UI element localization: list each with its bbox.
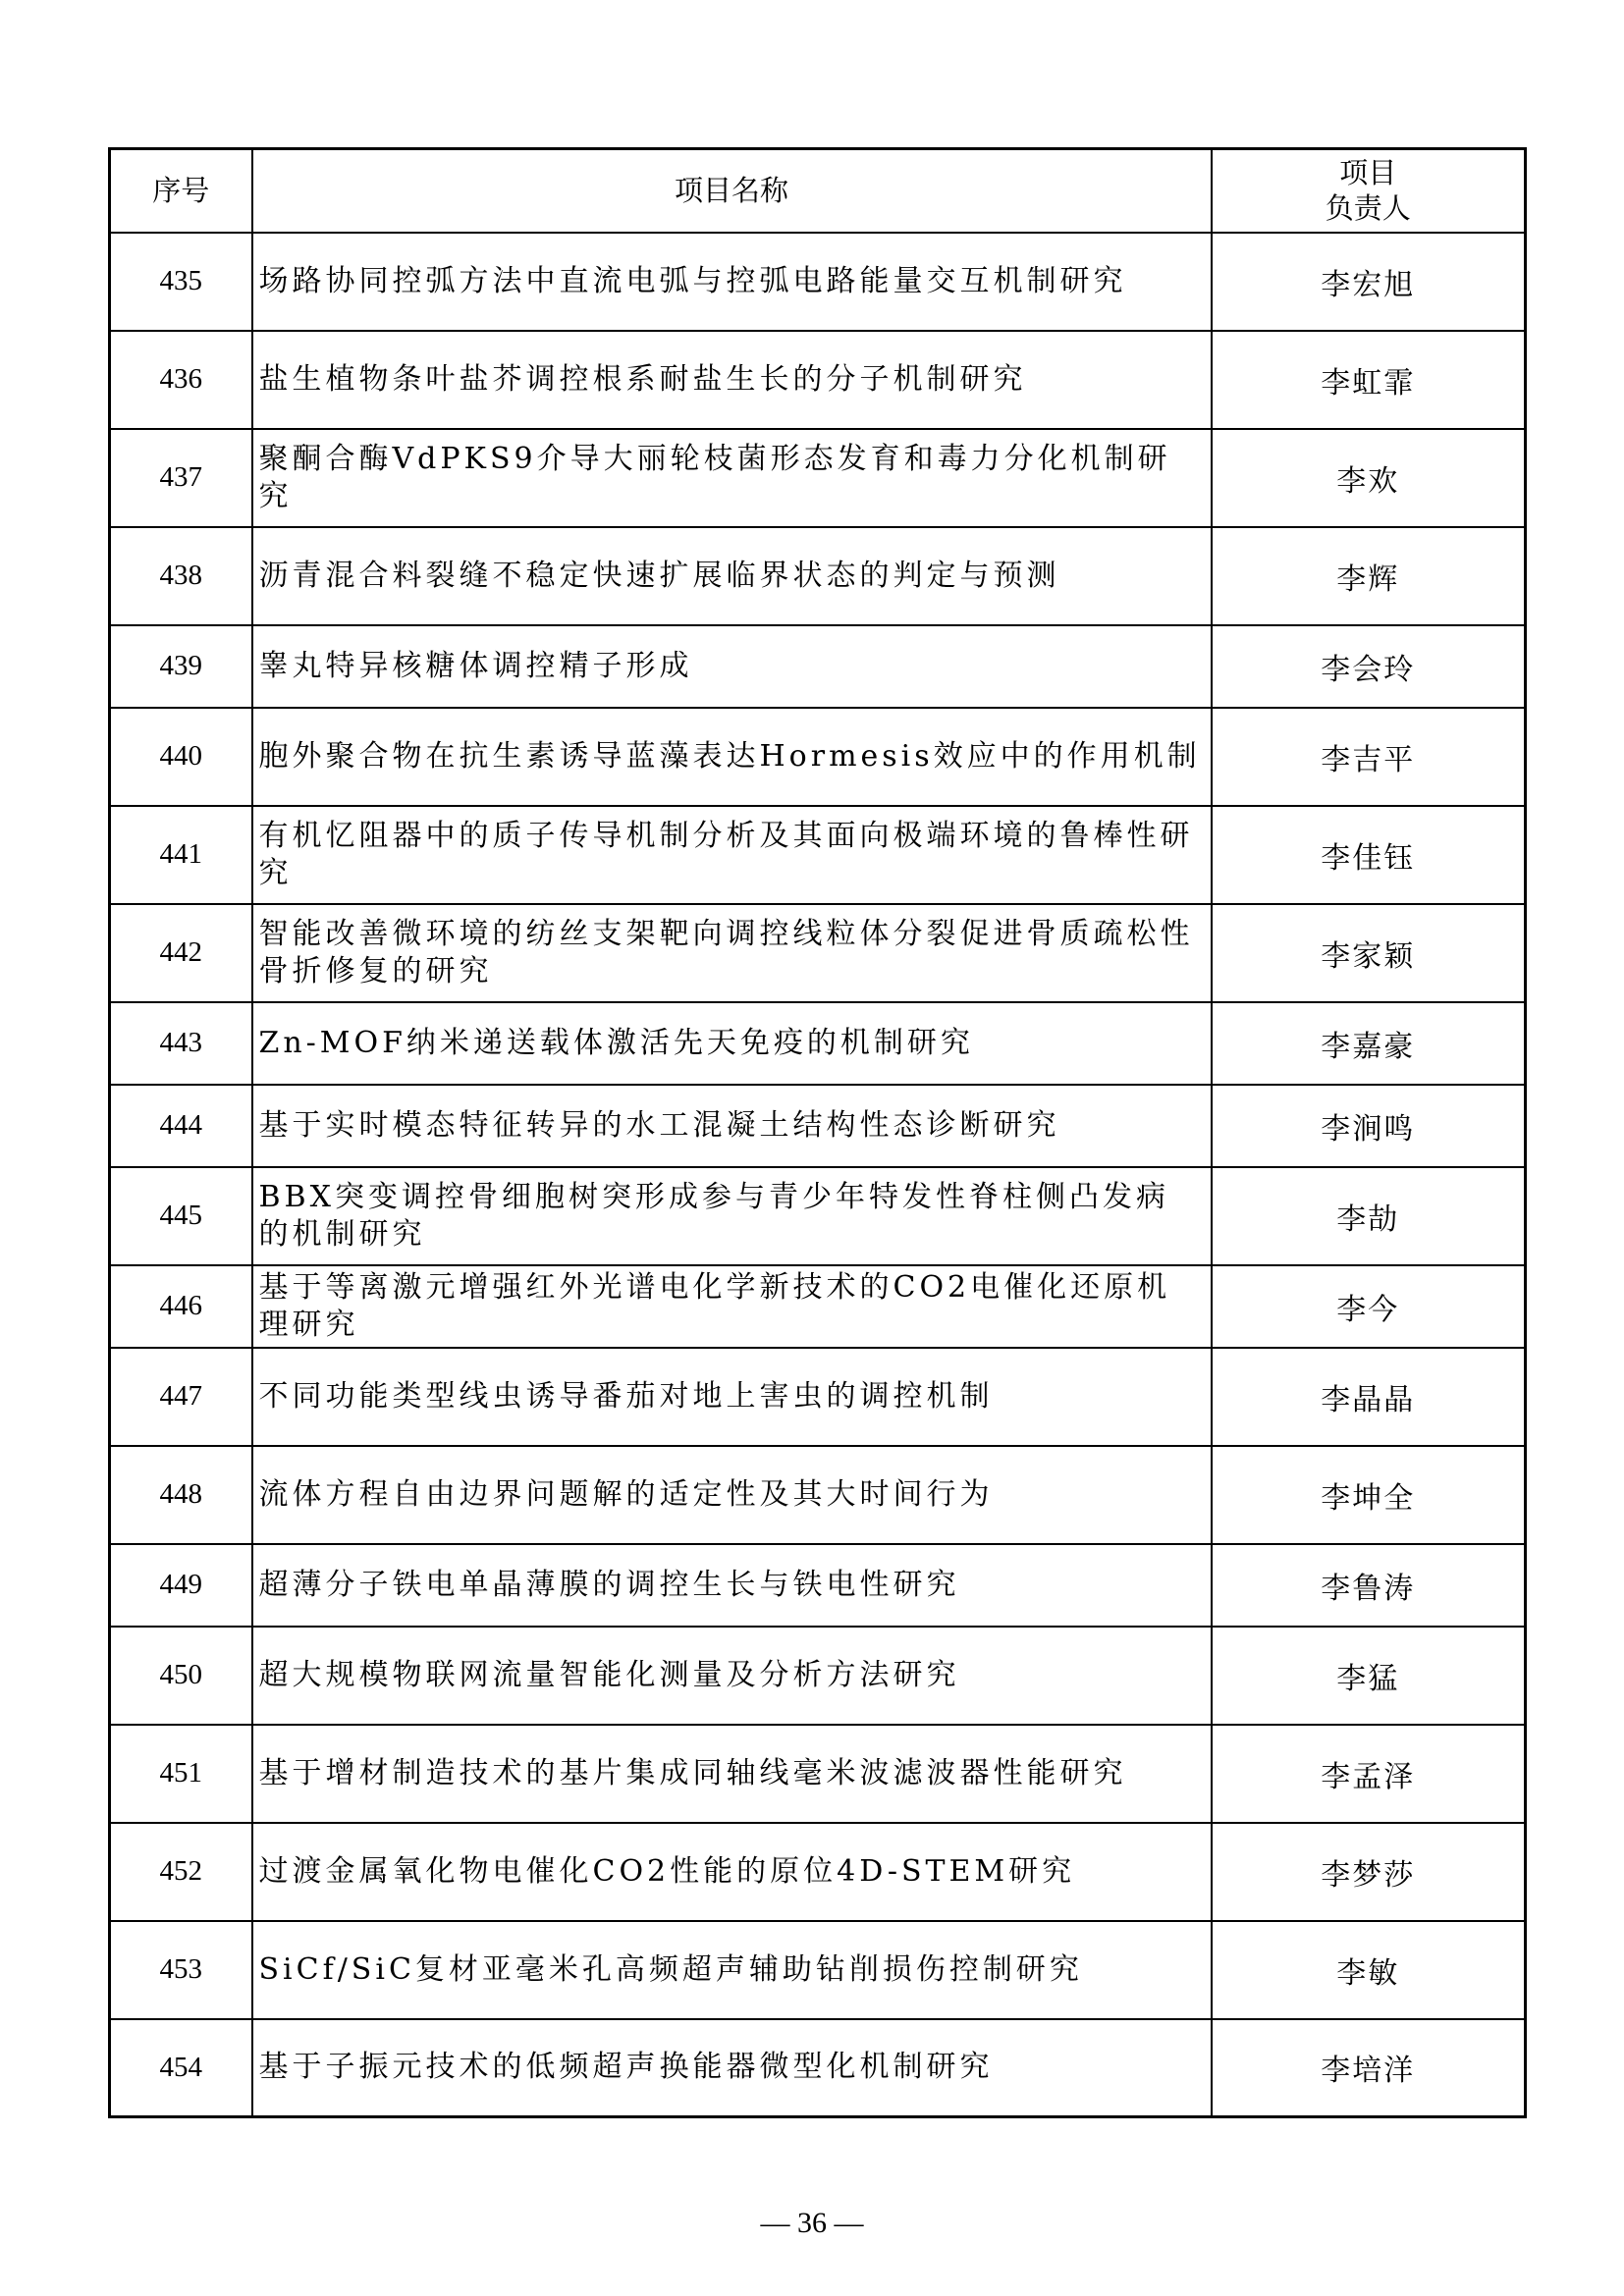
- project-leader: 李坤全: [1212, 1446, 1526, 1544]
- table-row: [110, 1544, 1526, 1627]
- row-number: 446: [110, 1265, 252, 1348]
- project-leader: 李嘉豪: [1212, 1002, 1526, 1085]
- table-row: [110, 1085, 1526, 1167]
- table-row: [110, 233, 1526, 331]
- table-row: [110, 1627, 1526, 1725]
- row-number: 453: [110, 1921, 252, 2019]
- project-leader: 李晶晶: [1212, 1348, 1526, 1446]
- table-row: [110, 429, 1526, 527]
- project-leader: 李欢: [1212, 429, 1526, 527]
- row-number: 441: [110, 806, 252, 904]
- row-number: 451: [110, 1725, 252, 1823]
- page-number: — 36 —: [760, 2207, 864, 2239]
- project-name: 基于实时模态特征转异的水工混凝土结构性态诊断研究: [252, 1085, 1212, 1167]
- project-leader: 李今: [1212, 1265, 1526, 1348]
- table-row: [110, 625, 1526, 708]
- project-leader: 李虹霏: [1212, 331, 1526, 429]
- table-row: [110, 1002, 1526, 1085]
- table-row: [110, 1446, 1526, 1544]
- project-leader: 李涧鸣: [1212, 1085, 1526, 1167]
- project-name: 超大规模物联网流量智能化测量及分析方法研究: [252, 1627, 1212, 1725]
- project-leader: 李猛: [1212, 1627, 1526, 1725]
- project-leader: 李孟泽: [1212, 1725, 1526, 1823]
- header-no: 序号: [110, 149, 252, 233]
- header-name: 项目名称: [252, 149, 1212, 233]
- row-number: 436: [110, 331, 252, 429]
- project-table: [108, 147, 1527, 2118]
- row-number: 438: [110, 527, 252, 625]
- table-row: [110, 2019, 1526, 2117]
- table-row: [110, 331, 1526, 429]
- row-number: 440: [110, 708, 252, 806]
- table-row: [110, 1167, 1526, 1265]
- row-number: 452: [110, 1823, 252, 1921]
- table-row: [110, 1265, 1526, 1348]
- table-row: [110, 527, 1526, 625]
- project-name: 沥青混合料裂缝不稳定快速扩展临界状态的判定与预测: [252, 527, 1212, 625]
- project-leader: 李辉: [1212, 527, 1526, 625]
- project-leader: 李家颖: [1212, 904, 1526, 1002]
- row-number: 448: [110, 1446, 252, 1544]
- project-leader: 李梦莎: [1212, 1823, 1526, 1921]
- table-body: [110, 233, 1526, 2117]
- table-header-row: [110, 149, 1526, 233]
- table-row: [110, 1725, 1526, 1823]
- header-leader-line2: 负责人: [1325, 191, 1411, 226]
- project-name: 场路协同控弧方法中直流电弧与控弧电路能量交互机制研究: [252, 233, 1212, 331]
- project-name: 胞外聚合物在抗生素诱导蓝藻表达Hormesis效应中的作用机制: [252, 708, 1212, 806]
- row-number: 444: [110, 1085, 252, 1167]
- project-name: 超薄分子铁电单晶薄膜的调控生长与铁电性研究: [252, 1544, 1212, 1627]
- project-name: 过渡金属氧化物电催化CO2性能的原位4D-STEM研究: [252, 1823, 1212, 1921]
- table-row: [110, 1921, 1526, 2019]
- table-row: [110, 1348, 1526, 1446]
- header-leader: [1212, 149, 1526, 233]
- project-name: BBX突变调控骨细胞树突形成参与青少年特发性脊柱侧凸发病的机制研究: [252, 1167, 1212, 1265]
- row-number: 442: [110, 904, 252, 1002]
- row-number: 437: [110, 429, 252, 527]
- project-leader: 李吉平: [1212, 708, 1526, 806]
- project-leader: 李敏: [1212, 1921, 1526, 2019]
- row-number: 450: [110, 1627, 252, 1725]
- row-number: 447: [110, 1348, 252, 1446]
- project-leader: 李宏旭: [1212, 233, 1526, 331]
- row-number: 435: [110, 233, 252, 331]
- project-name: 基于增材制造技术的基片集成同轴线毫米波滤波器性能研究: [252, 1725, 1212, 1823]
- project-leader: 李佳钰: [1212, 806, 1526, 904]
- project-leader: 李会玲: [1212, 625, 1526, 708]
- project-name: 基于等离激元增强红外光谱电化学新技术的CO2电催化还原机理研究: [252, 1265, 1212, 1348]
- row-number: 445: [110, 1167, 252, 1265]
- project-name: 聚酮合酶VdPKS9介导大丽轮枝菌形态发育和毒力分化机制研究: [252, 429, 1212, 527]
- project-name: 基于子振元技术的低频超声换能器微型化机制研究: [252, 2019, 1212, 2117]
- project-name: 有机忆阻器中的质子传导机制分析及其面向极端环境的鲁棒性研究: [252, 806, 1212, 904]
- project-name: SiCf/SiC复材亚毫米孔高频超声辅助钻削损伤控制研究: [252, 1921, 1212, 2019]
- table-row: [110, 708, 1526, 806]
- table-row: [110, 1823, 1526, 1921]
- header-leader-line1: 项目: [1339, 156, 1397, 190]
- project-leader: 李劼: [1212, 1167, 1526, 1265]
- project-name: 智能改善微环境的纺丝支架靶向调控线粒体分裂促进骨质疏松性骨折修复的研究: [252, 904, 1212, 1002]
- project-name: 不同功能类型线虫诱导番茄对地上害虫的调控机制: [252, 1348, 1212, 1446]
- table-row: [110, 806, 1526, 904]
- project-name: 流体方程自由边界问题解的适定性及其大时间行为: [252, 1446, 1212, 1544]
- project-name: Zn-MOF纳米递送载体激活先天免疫的机制研究: [252, 1002, 1212, 1085]
- project-name: 睾丸特异核糖体调控精子形成: [252, 625, 1212, 708]
- row-number: 443: [110, 1002, 252, 1085]
- row-number: 439: [110, 625, 252, 708]
- row-number: 454: [110, 2019, 252, 2117]
- row-number: 449: [110, 1544, 252, 1627]
- project-name: 盐生植物条叶盐芥调控根系耐盐生长的分子机制研究: [252, 331, 1212, 429]
- project-leader: 李鲁涛: [1212, 1544, 1526, 1627]
- table-row: [110, 904, 1526, 1002]
- project-leader: 李培洋: [1212, 2019, 1526, 2117]
